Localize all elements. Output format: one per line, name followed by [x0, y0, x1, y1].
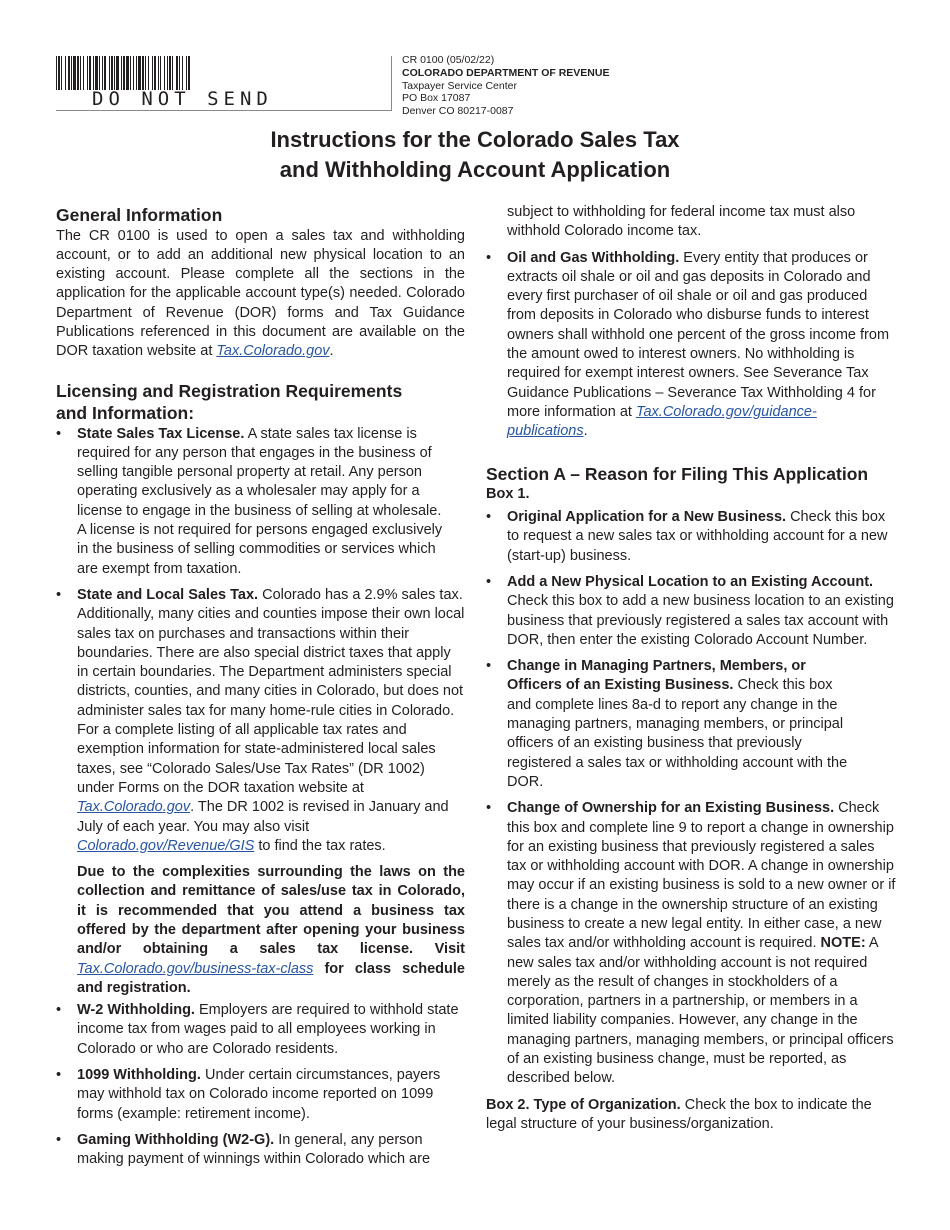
tax-colorado-link[interactable]: Tax.Colorado.gov [77, 799, 191, 816]
list-item [486, 657, 896, 792]
item-title: Oil and Gas Withholding. [507, 249, 680, 266]
text: . [583, 423, 588, 440]
item-title: Original Application for a New Business. [507, 509, 787, 526]
item-text: . The DR 1002 is revised in January and July of each year. You may also visit [77, 799, 449, 835]
form-header [402, 54, 609, 118]
divider [56, 110, 391, 111]
item-text: Every entity that produces or extracts oil shale or oil and gas deposits in Colorado and every first purchaser of oil shale or oil and gas produced from deposits in Colorado who disburse funds to interest owners shall withhold one percent of the gross income from the amount owed to interest owners. No withholding is required for exempt interest owners. See Severance Tax Guidance Publications – Severance Tax Withholding 4 for more information at [507, 249, 890, 420]
item-text: Check this box to request a new sales tax or withholding account for a new (start-up) business. [507, 509, 888, 564]
page-title [0, 125, 950, 185]
text: for class schedule and registration. [77, 960, 465, 996]
general-heading: General Information [56, 205, 223, 225]
list-item [56, 425, 465, 579]
item-text: Check this box to add a new business location to an existing business that previously registered a sales tax account with DOR, then enter the existing Colorado Account Number. [507, 593, 894, 648]
general-text [56, 227, 465, 362]
item-text: Under certain circumstances, payers may withhold tax on Colorado income reported on 1099 forms (example: retirement income). [77, 1067, 441, 1122]
text: and Information: [56, 403, 195, 424]
business-tax-class-note [56, 863, 465, 998]
box2-title: Box 2. Type of Organization. [486, 1096, 681, 1113]
box2-paragraph [486, 1096, 896, 1135]
gis-link[interactable]: Colorado.gov/Revenue/GIS [77, 837, 255, 854]
text: The CR 0100 is used to open a sales tax and withholding account, or to add an additional new physical location to an existing account. Please complete all the sections in the application for the applicable account type(s) needed. Colorado Department of Revenue (DOR) forms and Tax Guidance Publications referenced in this document are available on the DOR taxation website at [56, 227, 465, 360]
bullet-icon: • [486, 249, 492, 266]
box1-label: Box 1. [486, 486, 530, 503]
tax-colorado-link[interactable]: Tax.Colorado.gov [216, 343, 330, 360]
bullet-icon: • [486, 800, 492, 817]
bullet-icon: • [56, 425, 62, 442]
item-text: Check this box and complete line 9 to report a change in ownership for an existing business that previously registered a sales tax or withholding account with DOR. A change in ownership may occur if an existing business is sold to a new owner or if there is a change in the ownership structure of an existing business to create a new legal entity. In either case, a new sales tax and/or withholding account is required. [507, 800, 896, 952]
left-column [56, 204, 465, 1177]
item-text: A state sales tax license is required for any person that engages in the business of selling tangible personal property at retail. Any person operating exclusively as a wholesaler may apply for a license to engage in the business of selling at wholesale. A license is not required for persons engaged exclusively in the business of selling commodities or services which are exempt from taxation. [77, 425, 443, 577]
item-title: Change in Managing Partners, Members, or Officers of an Existing Business. [507, 658, 806, 694]
address-line: Taxpayer Service Center [402, 79, 517, 92]
guidance-publications-link[interactable]: Tax.Colorado.gov/guidance-publications [507, 403, 817, 440]
department-name: COLORADO DEPARTMENT OF REVENUE [402, 66, 610, 79]
item-title: 1099 Withholding. [77, 1067, 201, 1084]
address-line: PO Box 17087 [402, 92, 471, 105]
address-line: Denver CO 80217-0087 [402, 105, 514, 118]
divider [391, 56, 392, 111]
list-item [56, 586, 465, 856]
note-label: NOTE: [820, 935, 866, 952]
barcode-bar [190, 56, 191, 90]
list-item [56, 1001, 465, 1059]
barcode-label: DO NOT SEND [92, 88, 273, 110]
item-text: Employers are required to withhold state income tax from wages paid to all employees working in Colorado or who are Colorado residents. [77, 1002, 459, 1057]
list-item [486, 508, 896, 566]
bullet-icon: • [56, 1067, 62, 1084]
bullet-icon: • [56, 1002, 62, 1019]
bullet-icon: • [486, 658, 492, 675]
bullet-icon: • [486, 573, 492, 590]
item-text: to find the tax rates. [254, 837, 386, 854]
list-item [56, 1066, 465, 1124]
list-item [486, 799, 896, 1088]
form-id: CR 0100 (05/02/22) [402, 54, 495, 66]
list-item [56, 1131, 465, 1170]
title-line: and Withholding Account Application [279, 157, 671, 182]
item-title: Add a New Physical Location to an Existing Account. [507, 573, 874, 590]
bullet-icon: • [486, 509, 492, 526]
item-text: In general, any person making payment of winnings within Colorado which are [77, 1131, 431, 1168]
box2-text: Check the box to indicate the legal structure of your business/organization. [486, 1096, 872, 1132]
item-text: Check this box and complete lines 8a-d to report any change in the managing partners, managing members, or principal officers of an existing business that previously registered a sales tax or withholding account with the DOR. [507, 677, 848, 790]
right-column [486, 203, 896, 1134]
licensing-heading [56, 380, 465, 425]
item-title: State and Local Sales Tax. [77, 586, 259, 603]
list-item [486, 249, 896, 442]
bullet-icon: • [56, 1131, 62, 1148]
text: . [329, 343, 334, 360]
business-tax-class-link[interactable]: Tax.Colorado.gov/business-tax-class [77, 960, 314, 977]
item-text: Colorado has a 2.9% sales tax. Additionally, many cities and counties impose their own local sales tax on purchases and transactions within their boundaries. There are also special district taxes that apply in certain boundaries. The Department administers special districts, counties, and many cities in Colorado, but does not administer sales tax for many home-rule cities in Colorado. For a complete listing of all applicable tax rates and exemption information for state-administered local sales taxes, see “Colorado Sales/Use Tax Rates” (DR 1002) under Forms on the DOR taxation website at [77, 586, 465, 796]
text: Licensing and Registration Requirements [56, 380, 403, 401]
item-title: W-2 Withholding. [77, 1002, 195, 1019]
section-a-heading: Section A – Reason for Filing This Application [486, 463, 869, 484]
bullet-icon: • [56, 586, 62, 603]
item-text: A new sales tax and/or withholding account is not required merely as the result of changes in stockholders of a corporation, partners in a partnership, or members in a limited liability companies. However, any change in the managing partners, managing members, or principal officers of an existing business change, must be reported, as described below. [507, 935, 894, 1087]
list-item [486, 573, 896, 650]
title-line: Instructions for the Colorado Sales Tax [270, 127, 680, 152]
item-title: State Sales Tax License. [77, 425, 245, 442]
gaming-continued: subject to withholding for federal income tax must also withhold Colorado income tax. [507, 204, 856, 240]
text: Due to the complexities surrounding the laws on the collection and remittance of sales/use tax in Colorado, it is recommended that you attend a business tax offered by the department after opening your business and/or obtaining a sales tax license. Visit [77, 864, 465, 958]
item-title: Change of Ownership for an Existing Business. [507, 800, 835, 817]
barcode [56, 56, 308, 90]
item-title: Gaming Withholding (W2-G). [77, 1131, 275, 1148]
